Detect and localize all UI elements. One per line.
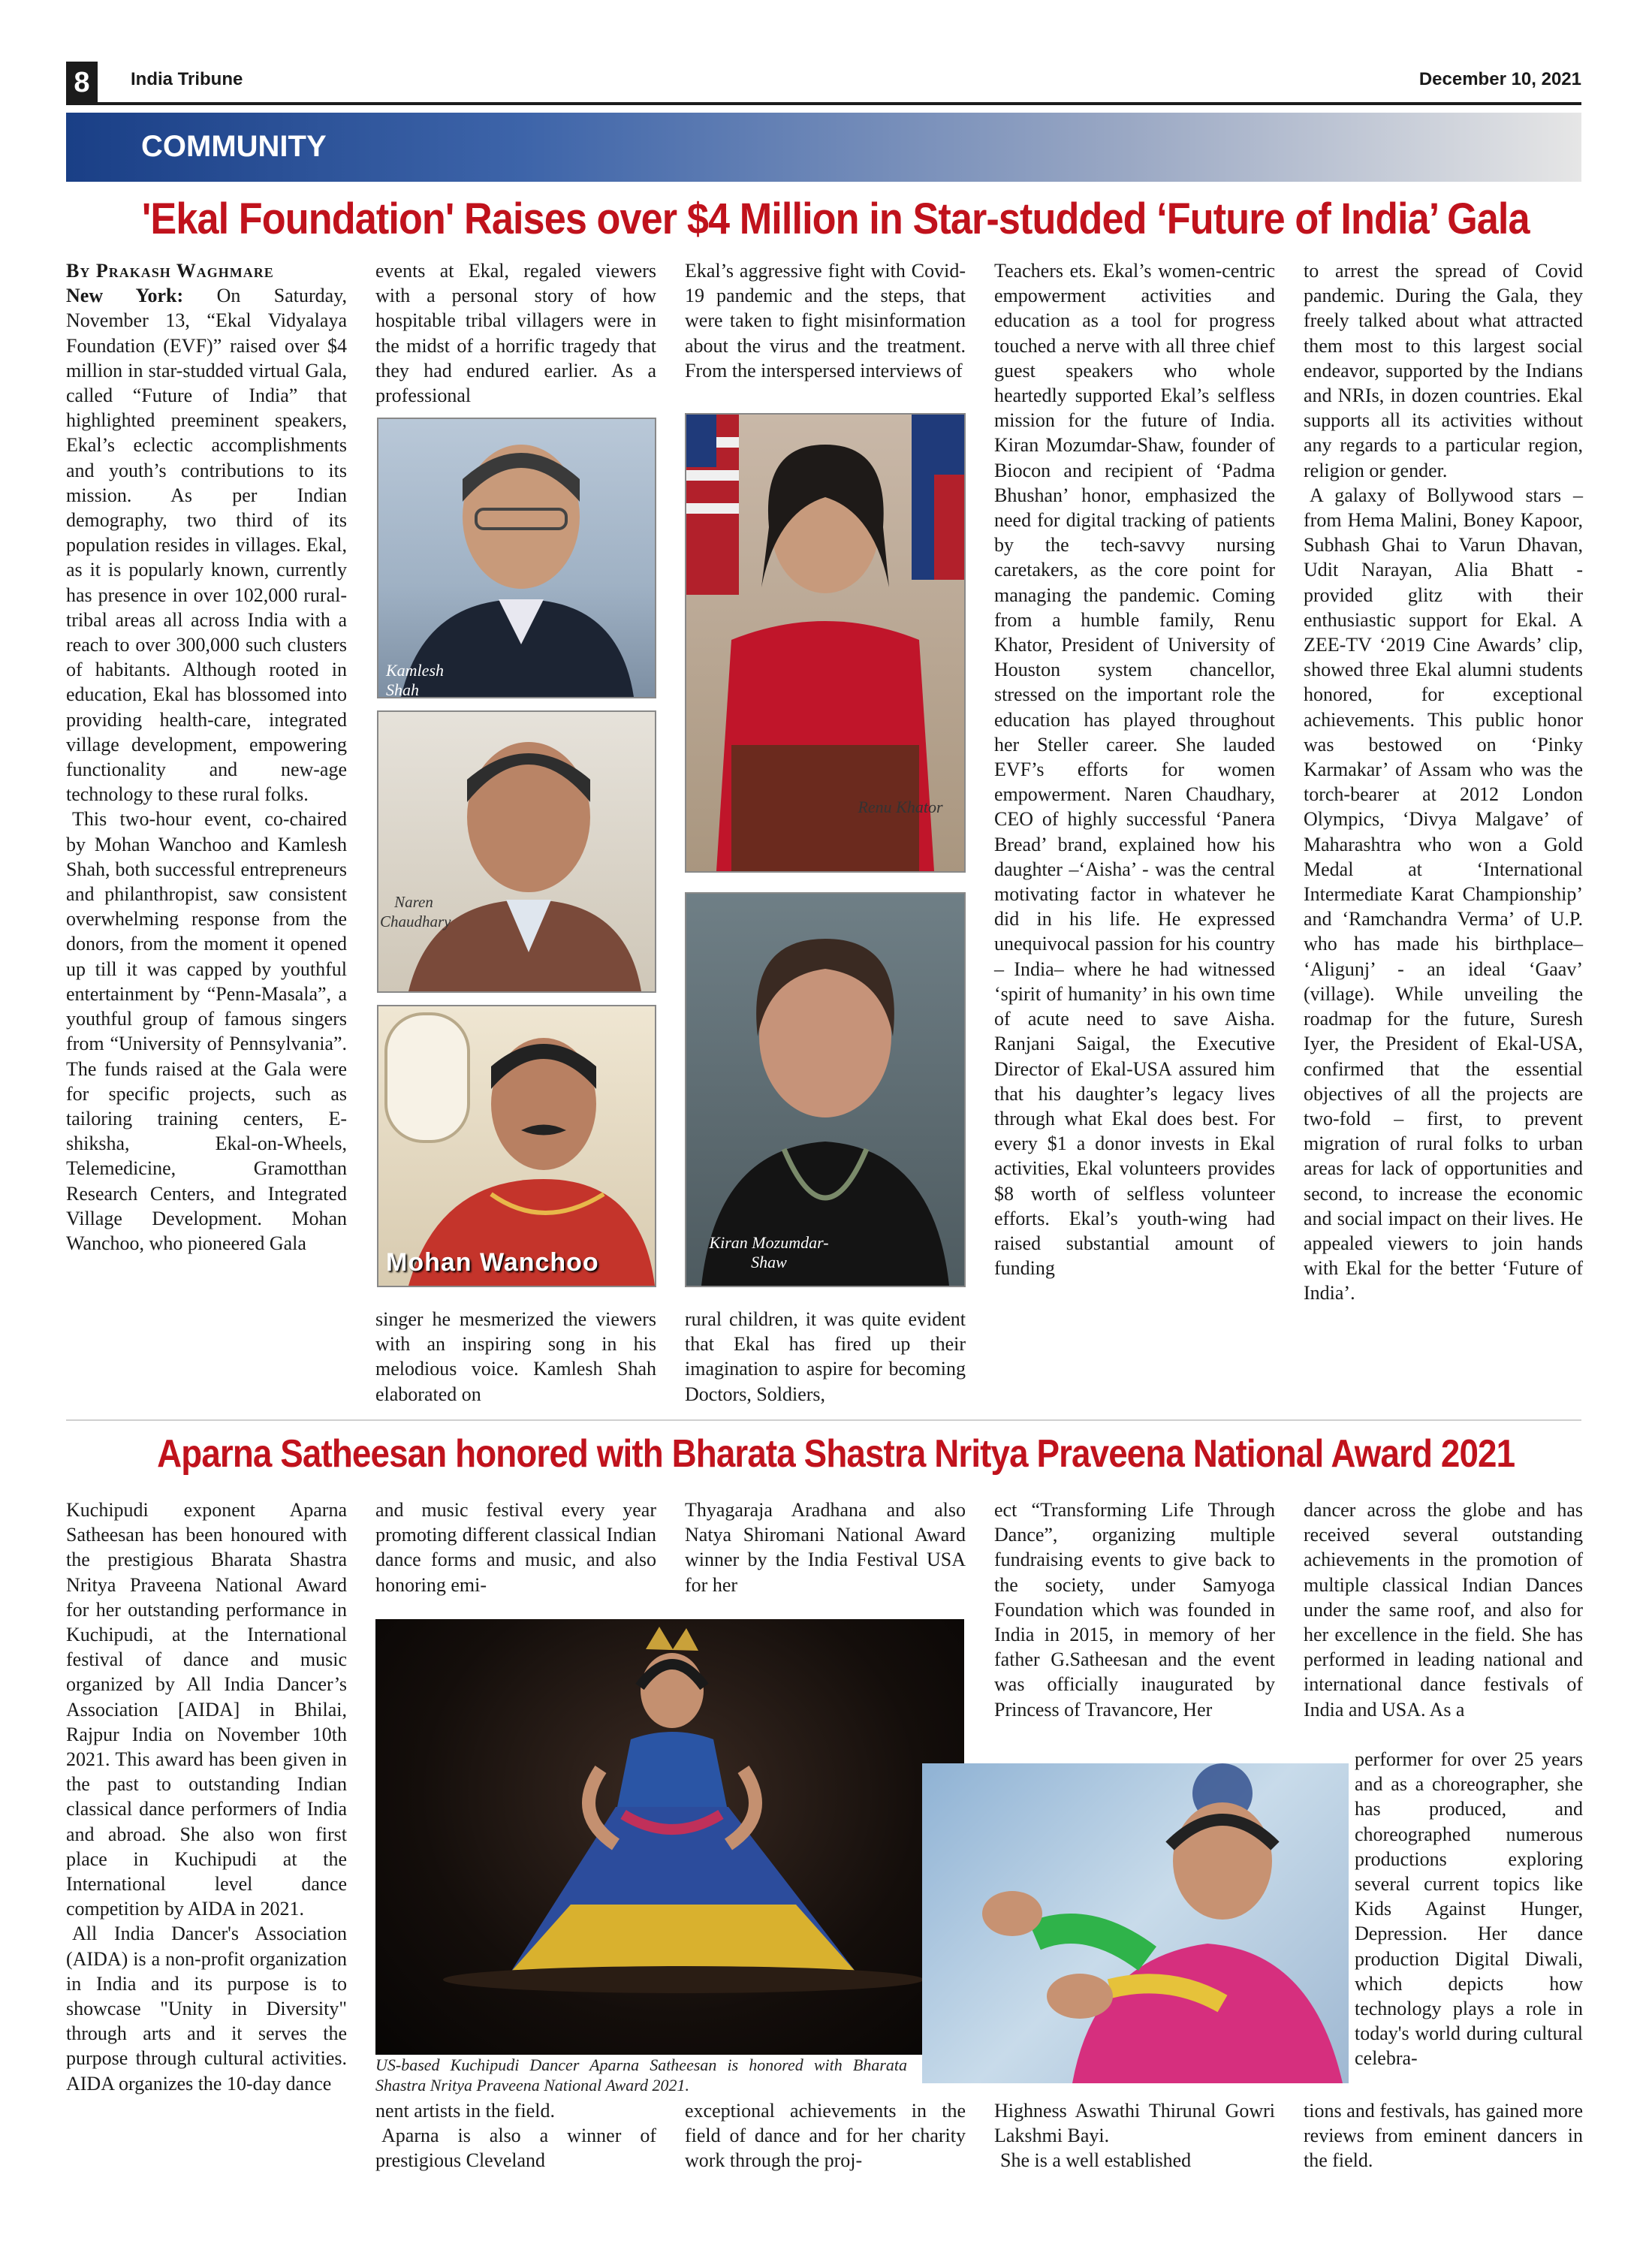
portrait-icon [378, 712, 655, 991]
article1-col5 [1304, 258, 1583, 1306]
article2-col1 [66, 1497, 347, 2096]
article1-headline: 'Ekal Foundation' Raises over $4 Million in Star-studded ‘Future of India’ Gala [141, 195, 1530, 243]
caption-renu: Renu Khator [858, 798, 943, 816]
article2-col3-top: Thyagaraja Aradhana and also Natya Shiromani National Award winner by the India Festival USA for her [685, 1499, 966, 1596]
article2-col4-top: ect “Transforming Life Through Dance”, organizing multiple fundraising events to give back to the society, under Samyoga Foundation which was founded in India in 2015, in memory of her father G.Satheesan and the event was officially inaugurated by Princess of Travancore, Her [994, 1499, 1275, 1721]
article1-col1 [66, 258, 347, 1256]
article2-col2-bottom-p1: nent artists in the field. [375, 2100, 556, 2122]
article1-col5-p2: A galaxy of Bollywood stars – from Hema Malini, Boney Kapoor, Subhash Ghai to Varun Dhavan, Udit Narayan, Alia Bhatt - provided glitz with their enthusiastic support for Ekal. A ZEE-TV ‘2019 Cine Awards’ clip, showed three Ekal alumni students honored, for exceptional achievements. This public honor was bestowed on ‘Pinky Karmakar’ of Assam who was the torch-bearer at 2012 London Olympics, ‘Divya Malgave’ of Maharashtra who won a Gold Medal at ‘International Intermediate Karat Championship’ and ‘Ramchandra Verma’ of U.P. who has made his birthplace– ‘Aligunj’ - an ideal ‘Gaav’ (village). While unveiling the roadmap for the future, Suresh Iyer, the President of Ekal-USA, confirmed that the essential objectives of all the projects are two-fold – first, to prevent migration of rural folks to urban areas for lack of opportunities and second, to increase the economic and social impact on their lives. He appealed viewers to join hands with Ekal for the better ‘Future of India’. [1304, 484, 1583, 1304]
article2-col4-bottom-p1: Highness Aswathi Thirunal Gowri Lakshmi Bayi. [994, 2100, 1275, 2147]
section-label: COMMUNITY [141, 130, 327, 163]
photo-dancer-closeup [922, 1763, 1349, 2083]
article1-col3-top: Ekal’s aggressive fight with Covid-19 pandemic and the steps, that were taken to fight misinformation about the virus and the treatment. From the interspersed interviews of [685, 260, 966, 382]
caption-naren: Naren Chaudhary [380, 893, 451, 930]
article1-paragraph: This two-hour event, co-chaired by Mohan Wanchoo and Kamlesh Shah, both successful entrepreneurs and philanthropist, saw consistent overwhelming response from the donors, from the moment it opened up till it was capped by youthful entertainment by “Penn-Masala”, a youthful group of famous singers from “University of Pennsylvania”. The funds raised at the Gala were for specific projects, such as tailoring training centers, E-shiksha, Ekal-on-Wheels, Telemedicine, Gramotthan Research Centers, and Integrated Village Development. Mohan Wanchoo, who pioneered Gala [66, 808, 347, 1254]
issue-date: December 10, 2021 [1418, 69, 1581, 89]
dateline: New York: [66, 285, 184, 307]
dancer-photo-caption: US-based Kuchipudi Dancer Aparna Satheesan is honored with Bharata Shastra Nritya Praveena National Award 2021. [375, 2055, 907, 2095]
page-number: 8 [66, 62, 98, 104]
photo-renu-khator [685, 413, 966, 873]
article2-col5-narrow: performer for over 25 years and as a choreographer, she has produced, and choreographed numerous productions exploring several current topics like Kids Against Hunger, Depression. Her dance production Digital Diwali, which depicts how technology plays a role in today's world during cultural celebra- [1355, 1748, 1583, 2070]
caption-kamlesh: Kamlesh Shah [386, 661, 444, 698]
article1-col4: Teachers ets. Ekal’s women-centric empowerment activities and education as a tool for progress touched a nerve with all three chief guest speakers who whole heartedly supported Ekal’s selfless mission for the future of India. Kiran Mozumdar-Shaw, founder of Biocon and recipient of ‘Padma Bhushan’ honor, emphasized the need for digital tracking of patients by the tech-savvy nursing caretakers, as the core point for managing the pandemic. Coming from a humble family, Renu Khator, President of University of Houston system chancellor, stressed on the important role the education has played throughout her Steller career. She lauded EVF’s efforts for women empowerment. Naren Chaudhary, CEO of highly successful ‘Panera Bread’ brand, explained how his daughter –‘Aisha’ - was the central motivating factor in whatever he did in his life. He expressed unequivocal passion for his country – India– where he had witnessed ‘spirit of humanity’ in his own time of acute need to save Aisha. Ranjani Saigal, the Executive Director of Ekal-USA assured him that his daughter’s legacy lives through what Ekal does best. For every $1 a donor invests in Ekal activities, Ekal volunteers provides $8 worth of selfless volunteer efforts. Ekal’s youth-wing had raised substantial amount of funding [994, 260, 1275, 1280]
portrait-icon [378, 419, 655, 697]
article2-col2-bottom-p2: Aparna is also a winner of prestigious Cleveland [375, 2125, 656, 2172]
article1-lead: On Saturday, November 13, “Ekal Vidyalaya Foundation (EVF)” raised over $4 million in star-studded virtual Gala, called “Future of India” that highlighted preeminent speakers, Ekal’s eclectic accomplishments and youth’s contributions to its mission. As per Indian demography, two third of its population resides in villages. Ekal, as it is popularly known, currently has presence in over 102,000 rural-tribal areas all across India with a reach to over 300,000 such clusters of habitants. Although rooted in education, Ekal has blossomed into providing health-care, integrated village development, empowering functionality and new-age technology to these rural folks. [66, 285, 348, 806]
article2-col4-bottom [994, 2098, 1275, 2173]
caption-mohan: Mohan Wanchoo [386, 1248, 599, 1277]
publication-name: India Tribune [131, 69, 243, 89]
article2-col2-top: and music festival every year promoting different classical Indian dance forms and music, and also honoring emi- [375, 1499, 656, 1596]
portrait-icon [378, 1006, 655, 1286]
article2-col1-p2: All India Dancer's Association (AIDA) is a non-profit organization in India and its purpose is to showcase "Unity in Diversity" through arts and it serves the purpose through cultural activities. AIDA organizes the 10-day dance [66, 1923, 347, 2095]
photo-kamlesh-shah [377, 418, 656, 698]
portrait-icon [686, 894, 964, 1286]
dancer-figure-icon [375, 1619, 964, 2055]
article2-col5-top: dancer across the globe and has received several outstanding achievements in the promotion of multiple classical Indian Dances under the same roof, and also for her excellence in the field. She has performed in leading national and international dance festivals of India and USA. As a [1304, 1499, 1583, 1721]
article2-headline: Aparna Satheesan honored with Bharata Shastra Nritya Praveena National Award 2021 [157, 1432, 1515, 1476]
article1-col3-bottom: rural children, it was quite evident that Ekal has fired up their imagination to aspire for becoming Doctors, Soldiers, [685, 1308, 966, 1405]
article2-col4-bottom-p2: She is a well established [1000, 2149, 1192, 2172]
article2-col3-bottom: exceptional achievements in the field of dance and for her charity work through the proj- [685, 2100, 966, 2172]
photo-kiran-mozumdar-shaw [685, 892, 966, 1287]
article-divider [66, 1419, 1581, 1421]
byline: By Prakash Waghmare [66, 260, 274, 282]
article1-col2-top: events at Ekal, regaled viewers with a personal story of how hospitable tribal villagers were in the midst of a horrific tragedy that they had endured earlier. As a professional [375, 260, 656, 407]
photo-mohan-wanchoo [377, 1005, 656, 1287]
header-rule [66, 102, 1581, 105]
photo-naren-chaudhary [377, 710, 656, 993]
article2-col5-bottom: tions and festivals, has gained more reviews from eminent dancers in the field. [1304, 2100, 1583, 2172]
article2-col1-p1: Kuchipudi exponent Aparna Satheesan has been honoured with the prestigious Bharata Shastra Nritya Praveena National Award for her outstanding performance in Kuchipudi, at the International festival of dance and music organized by All India Dancer’s Association [AIDA] in Bhilai, Rajpur India on November 10th 2021. This award has been given in the past to outstanding Indian classical dance performers of India and abroad. She also won first place in Kuchipudi at the International level dance competition by AIDA in 2021. [66, 1499, 347, 1920]
article1-col5-p1: to arrest the spread of Covid pandemic. During the Gala, they freely talked about what attracted them most to this largest social endeavor, supported by the Indians and NRIs, in dozen countries. Ekal supports all its activities without any regards to a particular region, religion or gender. [1304, 260, 1583, 481]
caption-kiran: Kiran Mozumdar-Shaw [709, 1233, 829, 1271]
photo-dancer-stage [375, 1619, 964, 2055]
article2-col2-bottom [375, 2098, 656, 2173]
dancer-figure-icon [922, 1763, 1349, 2083]
article1-col2-bottom: singer he mesmerized the viewers with an inspiring song in his melodious voice. Kamlesh Shah elaborated on [375, 1308, 656, 1405]
